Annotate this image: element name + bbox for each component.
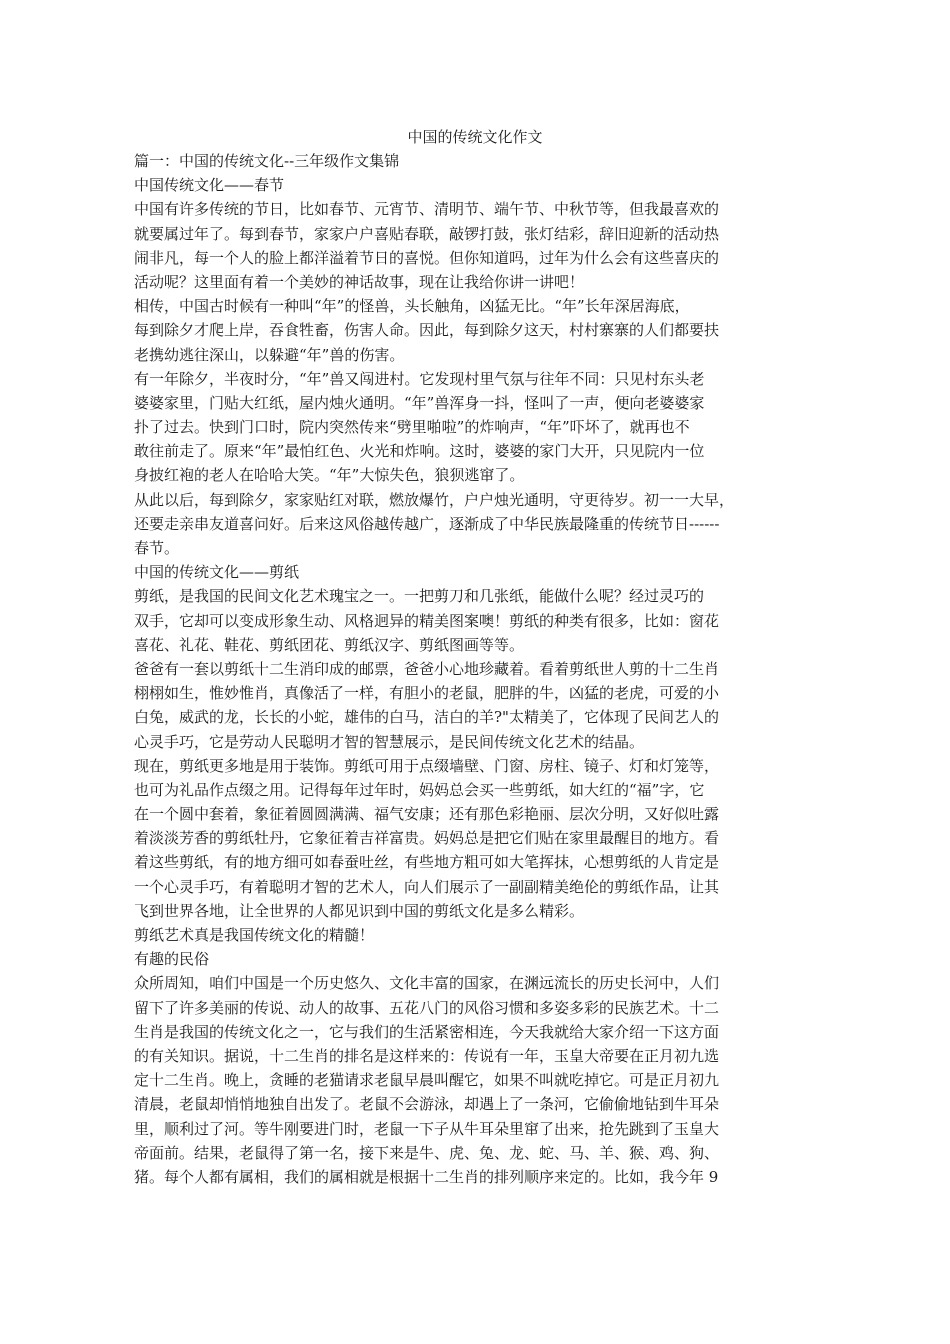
text-line: 留下了许多美丽的传说、动人的故事、五花八门的风俗习惯和多姿多彩的民族艺术。十二	[134, 998, 720, 1017]
text-line: 现在，剪纸更多地是用于装饰。剪纸可用于点缀墙壁、门窗、房柱、镜子、灯和灯笼等，	[134, 756, 720, 775]
text-line: 清晨，老鼠却悄悄地独自出发了。老鼠不会游泳，却遇上了一条河，它偷偷地钻到牛耳朵	[134, 1095, 720, 1114]
text-line: 一个心灵手巧，有着聪明才智的艺术人，向人们展示了一副副精美绝伦的剪纸作品，让其	[134, 877, 720, 896]
text-line: 里，顺利过了河。等牛刚要进门时，老鼠一下子从牛耳朵里窜了出来，抢先跳到了玉皇大	[134, 1119, 720, 1138]
text-line: 相传，中国古时候有一种叫“年”的怪兽，头长触角，凶猛无比。“年”长年深居海底，	[134, 297, 690, 316]
text-line: 定十二生肖。晚上，贪睡的老猫请求老鼠早晨叫醒它，如果不叫就吃掉它。可是正月初九	[134, 1071, 720, 1090]
text-line: 闹非凡，每一个人的脸上都洋溢着节日的喜悦。但你知道吗，过年为什么会有这些喜庆的	[134, 248, 720, 267]
text-line: 有一年除夕，半夜时分，“年”兽又闯进村。它发现村里气氛与往年不同：只见村东头老	[134, 369, 705, 388]
text-line: 从此以后，每到除夕，家家贴红对联，燃放爆竹，户户烛光通明，守更待岁。初一一大早，	[134, 490, 735, 509]
text-line: 剪纸艺术真是我国传统文化的精髓！	[134, 926, 375, 944]
text-line: 还要走亲串友道喜问好。后来这风俗越传越广，逐渐成了中华民族最隆重的传统节日------	[134, 514, 720, 533]
text-line: 心灵手巧，它是劳动人民聪明才智的智慧展示，是民间传统文化艺术的结晶。	[134, 732, 645, 751]
text-line: 生肖是我国的传统文化之一，它与我们的生活紧密相连，今天我就给大家介绍一下这方面	[134, 1022, 720, 1041]
text-line: 扑了过去。快到门口时，院内突然传来“劈里啪啦”的炸响声，“年”吓坏了，就再也不	[134, 418, 690, 437]
text-line: 敢往前走了。原来“年”最怕红色、火光和炸响。这时，婆婆的家门大开，只见院内一位	[134, 442, 705, 461]
text-line: 飞到世界各地，让全世界的人都见识到中国的剪纸文化是多么精彩。	[134, 901, 585, 920]
text-line: 的有关知识。据说，十二生肖的排名是这样来的：传说有一年，玉皇大帝要在正月初九选	[134, 1046, 720, 1065]
document-body	[134, 149, 818, 1189]
text-line: 就要属过年了。每到春节，家家户户喜贴春联，敲锣打鼓，张灯结彩，辞旧迎新的活动热	[134, 224, 720, 243]
text-line: 爸爸有一套以剪纸十二生消印成的邮票，爸爸小心地珍藏着。看着剪纸世人剪的十二生肖	[134, 659, 720, 678]
text-line: 帝面前。结果，老鼠得了第一名，接下来是牛、虎、兔、龙、蛇、马、羊、猴、鸡、狗、	[134, 1143, 720, 1162]
text-line: 中国传统文化——春节	[134, 176, 285, 195]
text-line: 身披红袍的老人在哈哈大笑。“年”大惊失色，狼狈逃窜了。	[134, 466, 525, 485]
text-line: 在一个圆中套着，象征着圆圆满满、福气安康；还有那色彩艳丽、层次分明，又好似吐露	[134, 805, 720, 824]
text-line: 中国有许多传统的节日，比如春节、元宵节、清明节、端午节、中秋节等，但我最喜欢的	[134, 200, 720, 219]
text-line: 婆婆家里，门贴大红纸，屋内烛火通明。“年”兽浑身一抖，怪叫了一声，便向老婆婆家	[134, 393, 705, 412]
document-title: 中国的传统文化作文	[407, 128, 543, 146]
text-line: 老携幼逃往深山，以躲避“年”兽的伤害。	[134, 345, 405, 364]
text-line: 活动呢？这里面有着一个美妙的神话故事，现在让我给你讲一讲吧！	[134, 272, 585, 291]
text-line: 中国的传统文化——剪纸	[134, 563, 300, 582]
text-line: 有趣的民俗	[134, 950, 210, 969]
text-line: 剪纸，是我国的民间文化艺术瑰宝之一。一把剪刀和几张纸，能做什么呢？经过灵巧的	[134, 587, 705, 606]
text-line: 双手，它却可以变成形象生动、风格迥异的精美图案噢！剪纸的种类有很多，比如：窗花	[134, 611, 720, 630]
text-line: 众所周知，咱们中国是一个历史悠久、文化丰富的国家，在渊远流长的历史长河中，人们	[134, 974, 720, 993]
text-line: 猪。每个人都有属相，我们的属相就是根据十二生肖的排列顺序来定的。比如，我今年 9	[134, 1167, 719, 1186]
text-line: 着淡淡芳香的剪纸牡丹，它象征着吉祥富贵。妈妈总是把它们贴在家里最醒目的地方。看	[134, 829, 720, 848]
text-line: 着这些剪纸，有的地方细可如春蚕吐丝，有些地方粗可如大笔挥抹，心想剪纸的人肯定是	[134, 853, 720, 872]
text-line: 篇一：中国的传统文化--三年级作文集锦	[134, 152, 400, 170]
text-line: 喜花、礼花、鞋花、剪纸团花、剪纸汉字、剪纸图画等等。	[134, 635, 525, 654]
text-line: 每到除夕才爬上岸，吞食牲畜，伤害人命。因此，每到除夕这天，村村寨寨的人们都要扶	[134, 321, 720, 340]
text-line: 春节。	[134, 539, 180, 557]
text-line: 也可为礼品作点缀之用。记得每年过年时，妈妈总会买一些剪纸，如大红的“福”字，它	[134, 780, 705, 799]
text-line: 栩栩如生，惟妙惟肖，真像活了一样，有胆小的老鼠，肥胖的牛，凶猛的老虎，可爱的小	[134, 684, 720, 703]
text-line: 白兔，威武的龙，长长的小蛇，雄伟的白马，洁白的羊?"太精美了，它体现了民间艺人的	[134, 708, 719, 727]
